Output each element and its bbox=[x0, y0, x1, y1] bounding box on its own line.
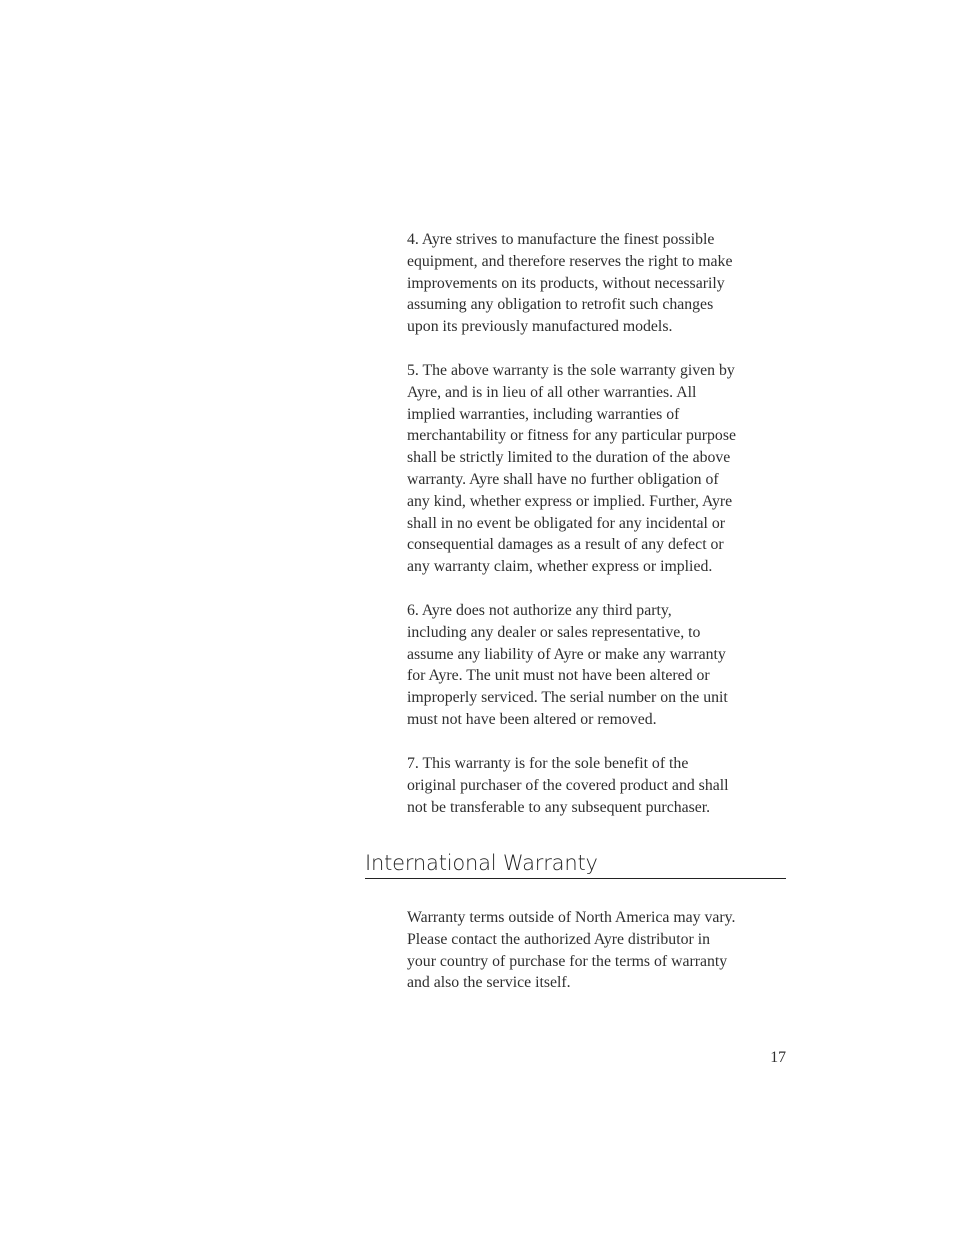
warranty-term-7: 7. This warranty is for the sole benefit of the original purchaser of the covered product and shall not be transferable to any subsequent purchaser. bbox=[407, 755, 729, 816]
warranty-term-6: 6. Ayre does not authorize any third party, including any dealer or sales representative, to assume any liability of Ayre or make any warranty for Ayre. The unit must not have been altered or improperly serviced. The serial number on the unit must not have been altered or removed. bbox=[407, 602, 728, 728]
warranty-term-5: 5. The above warranty is the sole warranty given by Ayre, and is in lieu of all other warranties. All implied warranties, including warranties of merchantability or fitness for any particular purpose shall be strictly limited to the duration of the above warranty. Ayre shall have no further obligation of any kind, whether express or implied. Further, Ayre shall in no event be obligated for any incidental or consequential damages as a result of any defect or any warranty claim, whether express or implied. bbox=[407, 362, 736, 576]
heading-underline bbox=[365, 878, 786, 879]
international-warranty-text: Warranty terms outside of North America may vary. Please contact the authorized Ayre distributor in your country of purchase for the terms of warranty and also the service itself. bbox=[407, 909, 736, 992]
international-warranty-heading: International Warranty bbox=[365, 851, 598, 875]
warranty-term-4: 4. Ayre strives to manufacture the finest possible equipment, and therefore reserves the right to make improvements on its products, without necessarily assuming any obligation to retrofit such changes upon its previously manufactured models. bbox=[407, 231, 733, 336]
page-number: 17 bbox=[770, 1049, 786, 1066]
